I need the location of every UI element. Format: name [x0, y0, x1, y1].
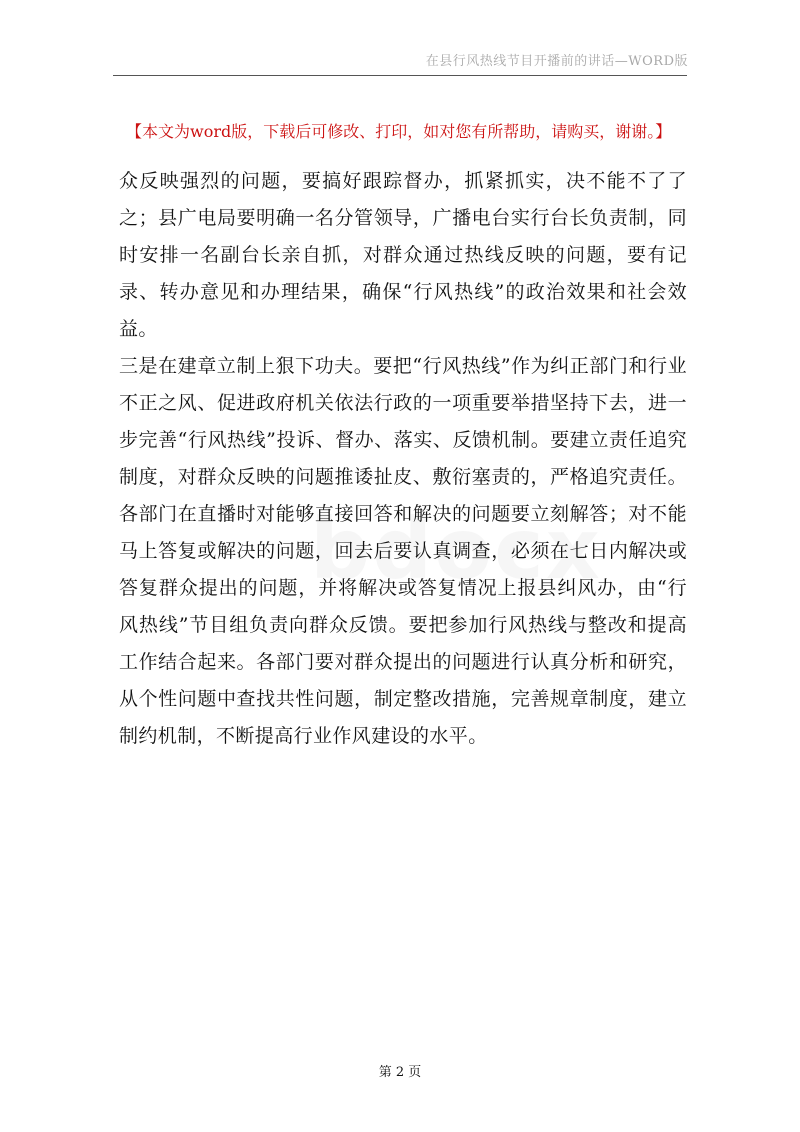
download-notice: 【本文为word版，下载后可修改、打印，如对您有所帮助，请购买，谢谢。】: [126, 122, 672, 141]
header-divider: [113, 75, 687, 76]
paragraph-2: 三是在建章立制上狠下功夫。要把“行风热线”作为纠正部门和行业不正之风、促进政府机关依法行政的一项重要举措坚持下去，进一步完善“行风热线”投诉、督办、落实、反馈机制。要建立责任追究制度，对群众反映的问题推诿扯皮、敷衍塞责的，严格追究责任。各部门在直播时对能够直接回答和解决的问题要立刻解答；对不能马上答复或解决的问题，回去后要认真调查，必须在七日内解决或答复群众提出的问题，并将解决或答复情况上报县纠风办，由“行风热线”节目组负责向群众反馈。要把参加行风热线与整改和提高工作结合起来。各部门要对群众提出的问题进行认真分析和研究，从个性问题中查找共性问题，制定整改措施，完善规章制度，建立制约机制，不断提高行业作风建设的水平。: [119, 355, 687, 747]
page-header-title: 在县行风热线节目开播前的讲话—WORD版: [425, 54, 688, 69]
document-body: [119, 163, 687, 755]
paragraph-1: 众反映强烈的问题，要搞好跟踪督办，抓紧抓实，决不能不了了之；县广电局要明确一名分管领导，广播电台实行台长负责制，同时安排一名副台长亲自抓，对群众通过热线反映的问题，要有记录、转办意见和办理结果，确保“行风热线”的政治效果和社会效益。: [119, 170, 687, 340]
page-number: 第 2 页: [378, 1065, 422, 1080]
